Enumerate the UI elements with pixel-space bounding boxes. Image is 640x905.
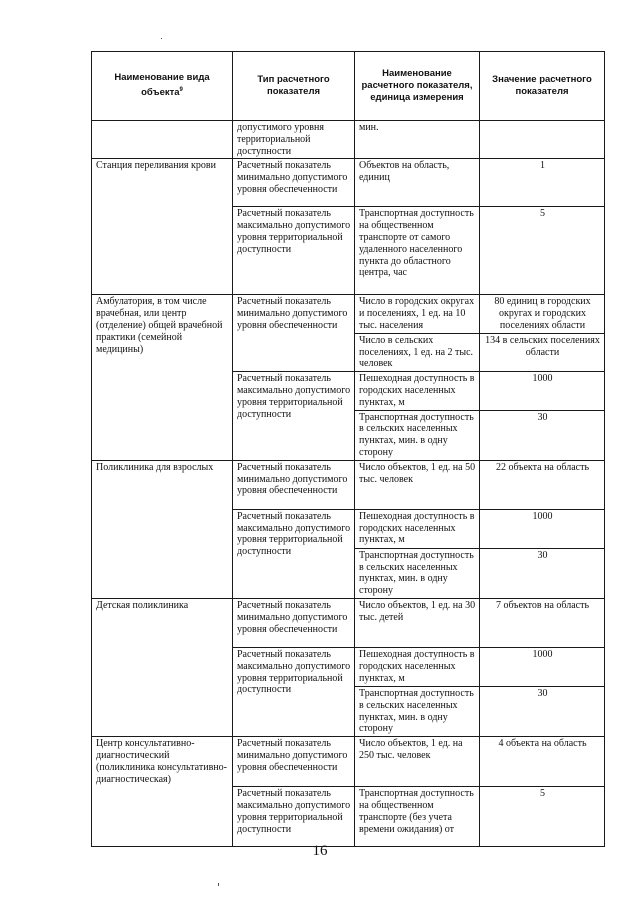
scan-speck	[161, 38, 162, 39]
type-cell: Расчетный показатель минимально допустимого уровня обеспеченности	[233, 159, 355, 207]
value-cell: 7 объектов на область	[480, 598, 605, 647]
table-row	[92, 295, 605, 333]
value-cell: 1000	[480, 372, 605, 410]
indicator-cell: Число объектов, 1 ед. на 30 тыс. детей	[355, 598, 480, 647]
indicator-cell: Транспортная доступность в сельских населенных пунктах, мин. в одну сторону	[355, 410, 480, 460]
indicator-cell: Число объектов, 1 ед. на 50 тыс. человек	[355, 460, 480, 509]
value-cell: 1000	[480, 647, 605, 686]
type-cell: Расчетный показатель минимально допустимого уровня обеспеченности	[233, 460, 355, 509]
indicator-cell: Транспортная доступность в сельских населенных пунктах, мин. в одну сторону	[355, 548, 480, 598]
indicator-cell: Транспортная доступность в сельских населенных пунктах, мин. в одну сторону	[355, 686, 480, 736]
value-cell: 30	[480, 548, 605, 598]
type-cell: Расчетный показатель минимально допустимого уровня обеспеченности	[233, 598, 355, 647]
scan-speck	[218, 883, 219, 886]
indicator-cell: Пешеходная доступность в городских населенных пунктах, м	[355, 647, 480, 686]
page-number: 16	[312, 843, 328, 859]
value-cell: 30	[480, 410, 605, 460]
indicator-cell: Число в сельских поселениях, 1 ед. на 2 тыс. человек	[355, 333, 480, 371]
header-object: Наименование вида объекта$^9$	[92, 52, 233, 121]
value-cell: 80 единиц в городских округах и городских поселениях области	[480, 295, 605, 333]
table-row	[92, 460, 605, 509]
type-cell: Расчетный показатель максимально допустимого уровня территориальной доступности	[233, 509, 355, 598]
indicators-table	[91, 51, 605, 847]
value-cell: 1	[480, 159, 605, 207]
type-cell: Расчетный показатель максимально допустимого уровня территориальной доступности	[233, 372, 355, 461]
object-cell	[92, 121, 233, 159]
value-cell: 22 объекта на область	[480, 460, 605, 509]
value-cell: 134 в сельских поселениях области	[480, 333, 605, 371]
table-row	[92, 598, 605, 647]
value-cell	[480, 121, 605, 159]
header-type: Тип расчетного показателя	[233, 52, 355, 121]
indicator-cell: мин.	[355, 121, 480, 159]
type-cell: допустимого уровня территориальной доступности	[233, 121, 355, 159]
type-cell: Расчетный показатель минимально допустимого уровня обеспеченности	[233, 737, 355, 787]
value-cell: 5	[480, 787, 605, 847]
object-cell: Центр консультативно-диагностический (поликлиника консультативно-диагностическая)	[92, 737, 233, 847]
header-indicator: Наименование расчетного показателя, единица измерения	[355, 52, 480, 121]
indicator-cell: Число объектов, 1 ед. на 250 тыс. человек	[355, 737, 480, 787]
type-cell: Расчетный показатель минимально допустимого уровня обеспеченности	[233, 295, 355, 372]
table-row	[92, 737, 605, 787]
type-cell: Расчетный показатель максимально допустимого уровня территориальной доступности	[233, 787, 355, 847]
table-row	[92, 121, 605, 159]
table-row	[92, 159, 605, 207]
indicator-cell: Пешеходная доступность в городских населенных пунктах, м	[355, 372, 480, 410]
object-cell: Станция переливания крови	[92, 159, 233, 295]
object-cell: Поликлиника для взрослых	[92, 460, 233, 598]
value-cell: 5	[480, 207, 605, 295]
type-cell: Расчетный показатель максимально допустимого уровня территориальной доступности	[233, 647, 355, 736]
indicator-cell: Объектов на область, единиц	[355, 159, 480, 207]
header-value: Значение расчетного показателя	[480, 52, 605, 121]
value-cell: 1000	[480, 509, 605, 548]
table-header-row	[92, 52, 605, 121]
object-cell: Детская поликлиника	[92, 598, 233, 736]
value-cell: 30	[480, 686, 605, 736]
indicator-cell: Пешеходная доступность в городских населенных пунктах, м	[355, 509, 480, 548]
object-cell: Амбулатория, в том числе врачебная, или центр (отделение) общей врачебной практики (семейной медицины)	[92, 295, 233, 460]
indicator-cell: Транспортная доступность на общественном транспорте от самого удаленного населенного пункта до областного центра, час	[355, 207, 480, 295]
indicator-cell: Транспортная доступность на общественном транспорте (без учета времени ожидания) от	[355, 787, 480, 847]
indicator-cell: Число в городских округах и поселениях, 1 ед. на 10 тыс. населения	[355, 295, 480, 333]
type-cell: Расчетный показатель максимально допустимого уровня территориальной доступности	[233, 207, 355, 295]
value-cell: 4 объекта на область	[480, 737, 605, 787]
